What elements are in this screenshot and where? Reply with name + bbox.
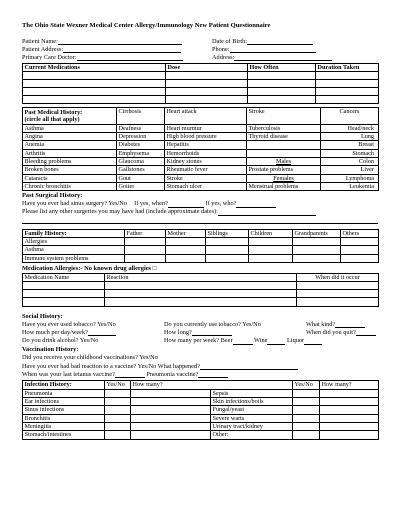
sinus-surgery-question bbox=[22, 200, 379, 208]
table-row bbox=[23, 141, 379, 149]
past-medical-history-table bbox=[22, 107, 379, 191]
condition-stroke[interactable]: Stroke bbox=[247, 108, 321, 124]
tobacco-duration-label: How long? bbox=[164, 328, 192, 336]
infection-name: Stomach/intestines bbox=[23, 431, 105, 439]
dob-label: Date of Birth: bbox=[212, 37, 247, 45]
table-row[interactable] bbox=[23, 282, 379, 290]
tobacco-amount-field[interactable] bbox=[88, 329, 116, 336]
condition-cell[interactable]: Liver bbox=[321, 166, 379, 174]
condition-cell[interactable]: Stomach ulcer bbox=[165, 182, 247, 190]
condition-cell[interactable]: Diabetes bbox=[117, 141, 165, 149]
mother-header: Mother bbox=[166, 229, 206, 237]
sinus-surgery-label: Have you ever had sinus surgery? Yes/No bbox=[22, 200, 127, 208]
condition-cell[interactable] bbox=[247, 141, 321, 149]
circle-instruction: (circle all that apply) bbox=[23, 116, 117, 124]
no-known-allergies-checkbox[interactable]: - No known drug allergies □ bbox=[80, 264, 157, 272]
infection-name: Sepsis bbox=[211, 389, 293, 397]
condition-cell[interactable]: Lung bbox=[321, 132, 379, 140]
table-row[interactable] bbox=[23, 397, 379, 405]
patient-info-row-3 bbox=[22, 54, 379, 62]
liquor-field[interactable] bbox=[304, 338, 322, 345]
condition-cell[interactable]: Colon bbox=[321, 157, 379, 165]
infection-name: Pneumonia bbox=[23, 389, 105, 397]
how-many-header-2: How many? bbox=[320, 381, 379, 389]
condition-cell[interactable]: Asthma bbox=[23, 124, 117, 132]
condition-cell[interactable]: Kidney stones bbox=[165, 157, 247, 165]
condition-cell[interactable]: Rheumatic fever bbox=[165, 166, 247, 174]
yes-no-header: Yes/No bbox=[105, 381, 131, 389]
family-condition: Asthma bbox=[23, 246, 125, 254]
infection-name: Skin infections/boils bbox=[211, 397, 293, 405]
table-row[interactable] bbox=[23, 96, 379, 104]
alcohol-row bbox=[22, 337, 379, 345]
surgeries-blank-line bbox=[22, 217, 379, 227]
infection-name: Bronchitis bbox=[23, 414, 105, 422]
tobacco-amount-label: How much per day/week? bbox=[22, 328, 88, 336]
tobacco-row bbox=[22, 321, 379, 329]
table-row bbox=[23, 157, 379, 165]
other-surgeries-label: Please list any other surgeries you may have had (include approximate dates): bbox=[22, 208, 218, 216]
table-row bbox=[23, 124, 379, 132]
patient-info-row-2 bbox=[22, 46, 379, 54]
males-label: Males bbox=[247, 157, 321, 165]
condition-cell[interactable]: Leukemia bbox=[321, 182, 379, 190]
condition-cell[interactable]: Head/neck bbox=[321, 124, 379, 132]
patient-address-label: Patient Address: bbox=[22, 45, 64, 53]
condition-cell[interactable]: Deafness bbox=[117, 124, 165, 132]
table-row[interactable] bbox=[23, 290, 379, 298]
tobacco-quit-label: When did you quit? bbox=[306, 328, 356, 336]
condition-cell[interactable]: Depression bbox=[117, 132, 165, 140]
doctor-address-label: Address: bbox=[212, 53, 235, 61]
table-row[interactable] bbox=[23, 298, 379, 306]
infection-name: Ear infections bbox=[23, 397, 105, 405]
table-row[interactable] bbox=[23, 72, 379, 80]
condition-cell[interactable]: Goiter bbox=[117, 182, 165, 190]
cancers-header: Cancers bbox=[321, 108, 379, 124]
when-occur-header: When did it occur bbox=[297, 273, 379, 281]
infection-name: Urinary tract/kidney bbox=[211, 422, 293, 430]
condition-cell[interactable]: Hepatitis bbox=[165, 141, 247, 149]
condition-cell[interactable]: Cataracts bbox=[23, 174, 117, 182]
patient-name-label: Patient Name: bbox=[22, 37, 58, 45]
other-surgeries-question bbox=[22, 208, 379, 216]
family-history-header: Family History: bbox=[23, 229, 125, 237]
wine-field[interactable] bbox=[267, 338, 285, 345]
condition-cell[interactable]: Lymphoma bbox=[321, 174, 379, 182]
infection-history-header: Infection History: bbox=[23, 381, 105, 389]
liquor-label: Liquor bbox=[286, 337, 305, 345]
other-surgeries-field-2[interactable] bbox=[22, 218, 378, 224]
tobacco-kind-field[interactable] bbox=[335, 321, 365, 328]
patient-info-row-1 bbox=[22, 38, 379, 46]
infection-name: Fungal/yeast bbox=[211, 406, 293, 414]
condition-cell[interactable]: Glaucoma bbox=[117, 157, 165, 165]
current-medications-table bbox=[22, 63, 379, 105]
table-row[interactable] bbox=[23, 238, 379, 246]
medication-allergies-section bbox=[22, 265, 379, 273]
condition-cell[interactable]: Heart murmur bbox=[165, 124, 247, 132]
table-row[interactable] bbox=[23, 246, 379, 254]
condition-cell[interactable]: Menstrual problems bbox=[247, 182, 321, 190]
table-row bbox=[23, 149, 379, 157]
sinus-when-field[interactable] bbox=[168, 201, 204, 208]
infection-name: Sinus infections bbox=[23, 406, 105, 414]
social-history-title: Social History: bbox=[22, 312, 63, 320]
infection-name: Severe warts bbox=[211, 414, 293, 422]
pneumonia-vaccine-field[interactable] bbox=[198, 371, 228, 378]
sinus-when-label: If yes, when? bbox=[134, 200, 168, 208]
childhood-vaccination-question: Did you receive your childhood vaccinations? Yes/No bbox=[22, 354, 158, 362]
condition-cell[interactable]: Gallstones bbox=[117, 166, 165, 174]
tobacco-quit-field[interactable] bbox=[356, 329, 376, 336]
past-medical-header: Past Medical History: bbox=[23, 108, 117, 116]
sinus-who-field[interactable] bbox=[236, 201, 276, 208]
phone-field[interactable] bbox=[230, 46, 316, 53]
phone-label: Phone: bbox=[212, 45, 230, 53]
tobacco-duration-field[interactable] bbox=[192, 329, 232, 336]
table-row bbox=[23, 182, 379, 190]
table-row[interactable] bbox=[23, 80, 379, 88]
condition-cell[interactable] bbox=[247, 149, 321, 157]
condition-cell[interactable]: Gout bbox=[117, 174, 165, 182]
tetanus-label: When was your last tetanus vaccine? bbox=[22, 371, 115, 379]
table-row[interactable] bbox=[23, 414, 379, 422]
other-surgeries-field[interactable] bbox=[218, 209, 316, 216]
how-often-header: How Often bbox=[248, 63, 316, 71]
infection-name: Meningitis bbox=[23, 422, 105, 430]
condition-cell[interactable]: Chronic bronchitis bbox=[23, 182, 117, 190]
alcohol-label: Do you drink alcohol? Yes/No bbox=[22, 337, 99, 345]
family-history-table bbox=[22, 229, 379, 263]
beer-label: Beer bbox=[220, 337, 233, 345]
medication-allergies-table bbox=[22, 273, 379, 307]
siblings-header: Siblings bbox=[206, 229, 249, 237]
wine-label: Wine bbox=[254, 337, 268, 345]
patient-name-field[interactable] bbox=[58, 38, 182, 45]
table-row[interactable] bbox=[23, 389, 379, 397]
medication-allergies-title: Medication Allergies: bbox=[22, 264, 81, 272]
what-happened-label: What happened? bbox=[157, 362, 200, 370]
vaccination-history-title: Vaccination History: bbox=[22, 346, 79, 354]
table-row[interactable] bbox=[23, 254, 379, 262]
infection-header-blank bbox=[211, 381, 293, 389]
condition-cell[interactable]: Stomach bbox=[321, 149, 379, 157]
table-row[interactable] bbox=[23, 422, 379, 430]
children-header: Children bbox=[249, 229, 293, 237]
condition-cell[interactable]: Arthritis bbox=[23, 149, 117, 157]
father-header: Father bbox=[125, 229, 166, 237]
grandparents-header: Grandparents bbox=[293, 229, 341, 237]
vaccine-reaction-label: Have you ever had bad reaction to a vaccine? Yes/No bbox=[22, 362, 157, 370]
tobacco-ever-label: Have you ever used tobacco? Yes/No bbox=[22, 320, 116, 328]
duration-header: Duration Taken bbox=[316, 63, 379, 71]
condition-cell[interactable]: Stroke bbox=[165, 174, 247, 182]
condition-cell[interactable]: Angina bbox=[23, 132, 117, 140]
infection-history-table bbox=[22, 380, 379, 439]
doctor-address-field[interactable] bbox=[234, 54, 332, 61]
tetanus-question bbox=[22, 371, 379, 379]
table-row[interactable] bbox=[23, 406, 379, 414]
yes-no-header-2: Yes/No bbox=[293, 381, 320, 389]
tobacco-amount-row bbox=[22, 329, 379, 337]
condition-cell[interactable]: Prostate problems bbox=[247, 166, 321, 174]
sinus-who-label: If yes, who? bbox=[205, 200, 237, 208]
pneumonia-vaccine-label: Pneumonia vaccine? bbox=[146, 371, 199, 379]
table-row[interactable] bbox=[23, 431, 379, 439]
patient-address-field[interactable] bbox=[63, 46, 181, 53]
form-title: The Ohio State Wexner Medical Center Allergy/Immunology New Patient Questionnaire bbox=[22, 22, 271, 29]
reaction-header: Reaction bbox=[105, 273, 297, 281]
females-label: Females bbox=[247, 174, 321, 182]
condition-cell[interactable]: Emphysema bbox=[117, 149, 165, 157]
condition-cell[interactable]: Tuberculosis bbox=[247, 124, 321, 132]
family-condition: Allergies bbox=[23, 238, 125, 246]
primary-doctor-field[interactable] bbox=[77, 54, 183, 61]
condition-cell[interactable]: Bleeding problems bbox=[23, 157, 117, 165]
alcohol-per-week-label: How many per week? bbox=[164, 337, 220, 345]
condition-cell[interactable]: Thyroid disease bbox=[247, 132, 321, 140]
condition-cell[interactable]: Broken bones bbox=[23, 166, 117, 174]
surgical-history-title: Past Surgical History: bbox=[22, 192, 83, 200]
table-row[interactable] bbox=[23, 88, 379, 96]
table-row bbox=[23, 166, 379, 174]
vaccine-reaction-question bbox=[22, 363, 379, 371]
condition-cell[interactable]: Anemia bbox=[23, 141, 117, 149]
others-header: Others bbox=[341, 229, 379, 237]
dose-header: Dose bbox=[166, 63, 248, 71]
infection-name: Other: bbox=[211, 431, 293, 439]
what-happened-field[interactable] bbox=[200, 363, 298, 370]
condition-cell[interactable]: Breast bbox=[321, 141, 379, 149]
tetanus-field[interactable] bbox=[115, 371, 145, 378]
medication-name-header: Medication Name bbox=[23, 273, 105, 281]
family-condition: Immune system problems bbox=[23, 254, 125, 262]
table-row bbox=[23, 174, 379, 182]
how-many-header: How many? bbox=[131, 381, 211, 389]
primary-doctor-label: Primary Care Doctor: bbox=[22, 53, 77, 61]
medications-header: Current Medications bbox=[23, 63, 166, 71]
table-row bbox=[23, 132, 379, 140]
condition-heart-attack[interactable]: Heart attack bbox=[165, 108, 247, 124]
beer-field[interactable] bbox=[233, 338, 253, 345]
tobacco-kind-label: What kind? bbox=[306, 320, 336, 328]
condition-cell[interactable]: High blood pressure bbox=[165, 132, 247, 140]
condition-cell[interactable]: Hemorrhoids bbox=[165, 149, 247, 157]
tobacco-current-label: Do you currently use tobacco? Yes/No bbox=[164, 320, 261, 328]
dob-field[interactable] bbox=[247, 38, 313, 45]
condition-cirrhosis[interactable]: Cirrhosis bbox=[117, 108, 165, 124]
